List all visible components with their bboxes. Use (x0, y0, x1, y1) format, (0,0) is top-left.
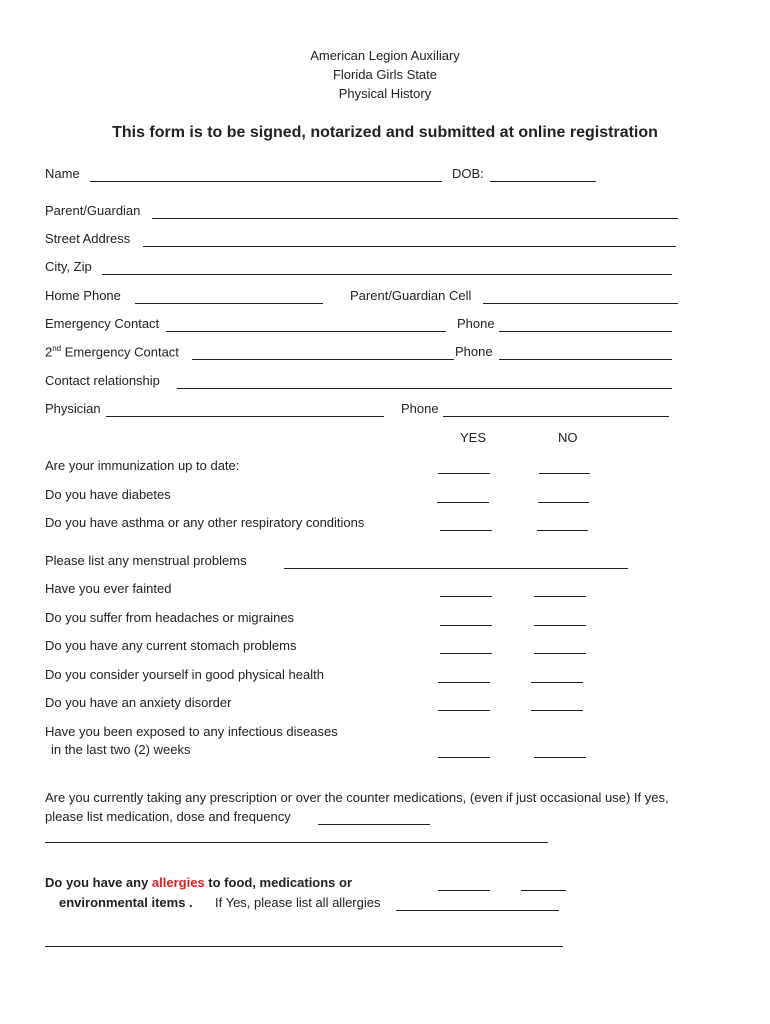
city-label: City, Zip (45, 259, 92, 274)
question-infectious: Have you been exposed to any infectious diseases (45, 724, 338, 739)
allergies-no[interactable] (521, 890, 566, 891)
headaches-no[interactable] (534, 625, 586, 626)
home-phone-field[interactable] (135, 303, 323, 304)
question-infectious-cont: in the last two (2) weeks (51, 742, 191, 757)
stomach-yes[interactable] (440, 653, 492, 654)
allergies-list-field[interactable] (396, 910, 559, 911)
menstrual-field[interactable] (284, 568, 628, 569)
anxiety-yes[interactable] (438, 710, 490, 711)
infectious-no[interactable] (534, 757, 586, 758)
document-name: Physical History (338, 86, 432, 101)
good-health-no[interactable] (531, 682, 583, 683)
question-immunization: Are your immunization up to date: (45, 458, 240, 473)
name-field[interactable] (90, 181, 442, 182)
question-headaches: Do you suffer from headaches or migraines (45, 610, 295, 625)
question-fainted: Have you ever fainted (45, 581, 172, 596)
name-label: Name (45, 166, 80, 181)
diabetes-yes[interactable] (437, 502, 489, 503)
parent-cell-label: Parent/Guardian Cell (350, 288, 472, 303)
diabetes-no[interactable] (538, 502, 589, 503)
fainted-no[interactable] (534, 596, 586, 597)
second-phone-field[interactable] (499, 359, 672, 360)
physician-label: Physician (45, 401, 101, 416)
medications-list-label: please list medication, dose and frequency (45, 809, 291, 824)
second-phone-label: Phone (455, 344, 493, 359)
stomach-no[interactable] (534, 653, 586, 654)
question-asthma: Do you have asthma or any other respiratory conditions (45, 515, 365, 530)
emergency-label: Emergency Contact (45, 316, 160, 331)
street-field[interactable] (143, 246, 676, 247)
good-health-yes[interactable] (438, 682, 490, 683)
asthma-no[interactable] (537, 530, 588, 531)
parent-field[interactable] (152, 218, 678, 219)
physician-field[interactable] (106, 416, 384, 417)
medications-question: Are you currently taking any prescription or over the counter medications, (even if just occasional use) If yes, (45, 790, 669, 805)
relationship-label: Contact relationship (45, 373, 160, 388)
no-header: NO (558, 430, 578, 445)
parent-label: Parent/Guardian (45, 203, 141, 218)
anxiety-no[interactable] (531, 710, 583, 711)
dob-label: DOB: (452, 166, 484, 181)
city-field[interactable] (102, 274, 672, 275)
allergies-question-cont: environmental items . (59, 895, 193, 910)
allergies-list-label: If Yes, please list all allergies (215, 895, 381, 910)
physician-phone-label: Phone (401, 401, 439, 416)
home-phone-label: Home Phone (45, 288, 121, 303)
question-menstrual: Please list any menstrual problems (45, 553, 247, 568)
asthma-yes[interactable] (440, 530, 492, 531)
question-diabetes: Do you have diabetes (45, 487, 171, 502)
question-anxiety: Do you have an anxiety disorder (45, 695, 232, 710)
question-good-health: Do you consider yourself in good physical health (45, 667, 324, 682)
program-name: Florida Girls State (332, 67, 438, 82)
emergency-field[interactable] (166, 331, 446, 332)
emergency-phone-label: Phone (457, 316, 495, 331)
infectious-yes[interactable] (438, 757, 490, 758)
relationship-field[interactable] (177, 388, 672, 389)
physician-phone-field[interactable] (443, 416, 669, 417)
second-emergency-label: 2nd Emergency Contact (45, 344, 179, 360)
medications-field[interactable] (318, 824, 430, 825)
second-emergency-field[interactable] (192, 359, 454, 360)
question-stomach: Do you have any current stomach problems (45, 638, 297, 653)
allergies-yes[interactable] (438, 890, 490, 891)
yes-header: YES (460, 430, 487, 445)
allergies-question: Do you have any allergies to food, medications or (45, 875, 353, 890)
emergency-phone-field[interactable] (499, 331, 672, 332)
fainted-yes[interactable] (440, 596, 492, 597)
medications-field-line2[interactable] (45, 842, 548, 843)
immunization-yes[interactable] (438, 473, 490, 474)
immunization-no[interactable] (539, 473, 590, 474)
allergies-field-line2[interactable] (45, 946, 563, 947)
org-name: American Legion Auxiliary (310, 48, 460, 63)
form-title: This form is to be signed, notarized and submitted at online registration (112, 124, 658, 141)
allergies-highlight: allergies (151, 875, 205, 890)
street-label: Street Address (45, 231, 131, 246)
headaches-yes[interactable] (440, 625, 492, 626)
parent-cell-field[interactable] (483, 303, 678, 304)
dob-field[interactable] (490, 181, 596, 182)
